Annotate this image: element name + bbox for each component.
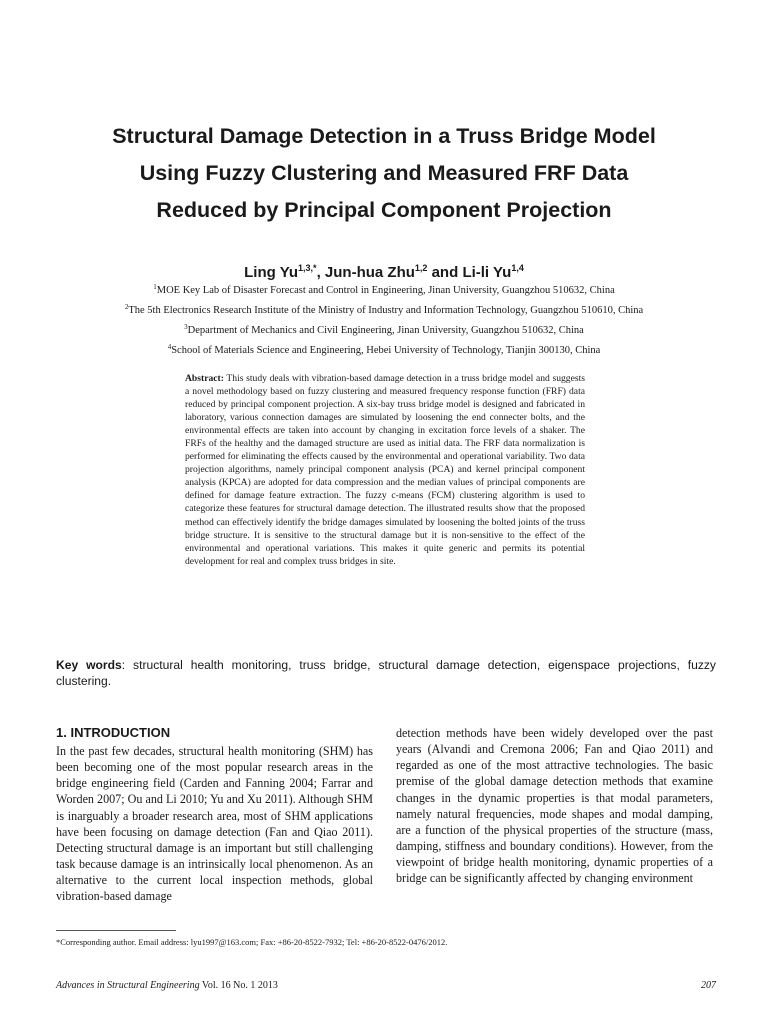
author-affil-marker: 1,3,* bbox=[298, 263, 317, 273]
page-footer bbox=[56, 980, 716, 992]
affiliation bbox=[40, 279, 728, 299]
body-column-left bbox=[56, 725, 373, 905]
keywords-label: Key words bbox=[56, 658, 122, 672]
body-column-right bbox=[396, 725, 713, 887]
affiliation-marker: 1 bbox=[153, 283, 157, 291]
abstract-text: This study deals with vibration-based damage detection in a truss bridge model and suggests a novel methodology based on fuzzy clustering and measured frequency response function (FRF) data reduced by principal component projection. A six-bay truss bridge model is designed and fabricated in laboratory, various connection damages are simulated by loosening the end connecter bolts, and the environmental effects are taken into account by changing in excitation force levels of a shaker. The FRFs of the healthy and the damaged structure are used as initial data. The FRF data normalization is performed for eliminating the effects caused by the environmental and operational variability. Two data projection algorithms, namely principal component analysis (PCA) and kernel principal component analysis (KPCA) are adopted for data compression and the median values of principal components are defined for damage feature extraction. The fuzzy c-means (FCM) clustering algorithm is used to categorize these features for structural damage detection. The illustrated results show that the proposed method can effectively identify the bridge damages simulated by loosening the bolted joints of the truss bridge structure. It is sensitive to the structural damage but it is non-sensitive to the effect of the environmental and operational variations. This makes it quite generic and permits its potential development for real and complex truss bridges in site. bbox=[185, 373, 585, 567]
affiliation bbox=[40, 319, 728, 339]
abstract bbox=[185, 372, 585, 568]
author-separator: and bbox=[427, 264, 463, 281]
affiliations bbox=[40, 279, 728, 359]
keywords bbox=[56, 657, 716, 689]
paper-title bbox=[40, 118, 728, 229]
affiliation-text: MOE Key Lab of Disaster Forecast and Control in Engineering, Jinan University, Guangzhou 510632, China bbox=[156, 285, 615, 296]
body-paragraph: In the past few decades, structural health monitoring (SHM) has been becoming one of the most popular research areas in the bridge engineering field (Carden and Fanning 2004; Farrar and Worden 2007; Ou and Li 2010; Yu and Xu 2011). Although SHM is inarguably a broader research area, most of SHM applications have been focusing on damage detection (Fan and Qiao 2011). Detecting structural damage is an important but still challenging task because damage is an intrinsically local phenomenon. As an alternative to the current local inspection methods, global vibration-based damage bbox=[56, 744, 373, 904]
affiliation-marker: 4 bbox=[167, 343, 172, 351]
affiliation-text: Department of Mechanics and Civil Engineering, Jinan University, Guangzhou 510632, China bbox=[187, 325, 584, 336]
affiliation-marker: 3 bbox=[184, 323, 188, 331]
affiliation-marker: 2 bbox=[124, 303, 129, 311]
abstract-label: Abstract: bbox=[185, 373, 224, 384]
footnote-divider bbox=[56, 930, 176, 931]
author-separator: , bbox=[316, 264, 325, 281]
journal-volume: Vol. 16 No. 1 2013 bbox=[199, 980, 278, 991]
affiliation bbox=[40, 299, 728, 319]
author-affil-marker: 1,4 bbox=[511, 263, 524, 273]
author-name: Jun-hua Zhu bbox=[324, 264, 415, 281]
affiliation-text: School of Materials Science and Engineering, Hebei University of Technology, Tianjin 300130, China bbox=[171, 345, 601, 356]
footnote: *Corresponding author. Email address: lyu1997@163.com; Fax: +86-20-8522-7932; Tel: +86-20-8522-0476/2012. bbox=[56, 937, 448, 947]
title-line: Structural Damage Detection in a Truss Bridge Model bbox=[112, 124, 656, 148]
affiliation-text: The 5th Electronics Research Institute of the Ministry of Industry and Information Technology, Guangzhou 510610, China bbox=[128, 305, 644, 316]
body-paragraph: detection methods have been widely developed over the past years (Alvandi and Cremona 2006; Fan and Qiao 2011) and regarded as one of the most attractive technologies. The basic premise of the global damage detection methods that examine changes in the dynamic properties is that modal parameters, namely natural frequencies, mode shapes and modal damping, are a function of the physical properties of the structure (mass, damping, stiffness and boundary conditions). However, from the viewpoint of bridge health monitoring, dynamic properties of a bridge can be significantly affected by changing environment bbox=[396, 726, 713, 886]
author-name: Li-li Yu bbox=[462, 264, 512, 281]
affiliation bbox=[40, 339, 728, 359]
journal-name: Advances in Structural Engineering bbox=[56, 980, 200, 991]
author-affil-marker: 1,2 bbox=[414, 263, 428, 273]
page-number: 207 bbox=[701, 980, 716, 991]
title-line: Using Fuzzy Clustering and Measured FRF Data bbox=[139, 161, 629, 185]
title-line: Reduced by Principal Component Projection bbox=[156, 198, 612, 222]
section-heading: 1. INTRODUCTION bbox=[56, 725, 171, 740]
keywords-text: : structural health monitoring, truss bridge, structural damage detection, eigenspace projections, fuzzy clustering. bbox=[56, 658, 716, 688]
author-name: Ling Yu bbox=[244, 264, 299, 281]
